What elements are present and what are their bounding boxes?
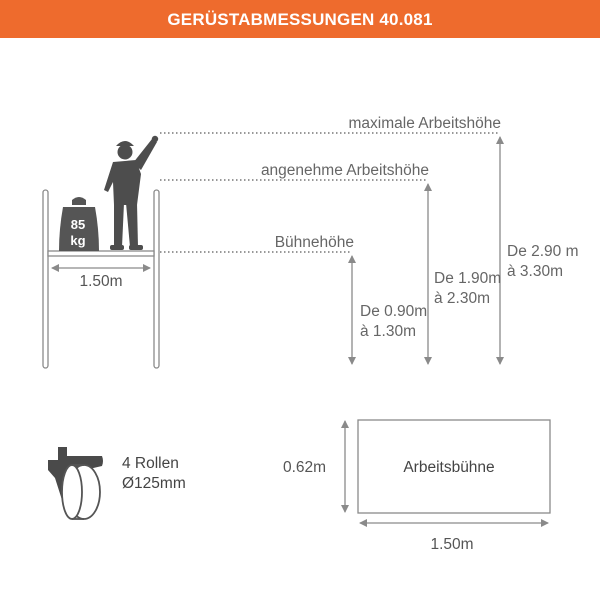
weight-unit: kg <box>70 233 86 248</box>
max-range-from: De 2.90 m <box>507 243 579 260</box>
platform-height-label: Bühnehöhe <box>274 234 354 251</box>
platform-range-from: De 0.90m <box>360 303 428 320</box>
worker-icon <box>104 136 158 250</box>
comfort-range-from: De 1.90m <box>434 270 502 287</box>
wheels-size-label: Ø125mm <box>122 475 186 492</box>
max-height-label: maximale Arbeitshöhe <box>348 115 501 132</box>
platform-top-view-label: Arbeitsbühne <box>403 459 495 476</box>
comfort-height-label: angenehme Arbeitshöhe <box>260 162 429 179</box>
weight-number: 85 <box>70 217 86 232</box>
comfort-range-to: à 2.30m <box>434 290 491 307</box>
wheels-count-label: 4 Rollen <box>122 455 179 472</box>
platform-width-bottom-label: 1.50m <box>430 536 474 553</box>
max-range-to: à 3.30m <box>507 263 564 280</box>
platform-depth-label: 0.62m <box>283 459 327 476</box>
platform-range-to: à 1.30m <box>360 323 417 340</box>
weight-icon <box>59 197 99 251</box>
platform-width-label: 1.50m <box>79 273 123 290</box>
caster-wheel-icon <box>48 447 103 519</box>
page-title: GERÜSTABMESSUNGEN 40.081 <box>167 10 433 29</box>
